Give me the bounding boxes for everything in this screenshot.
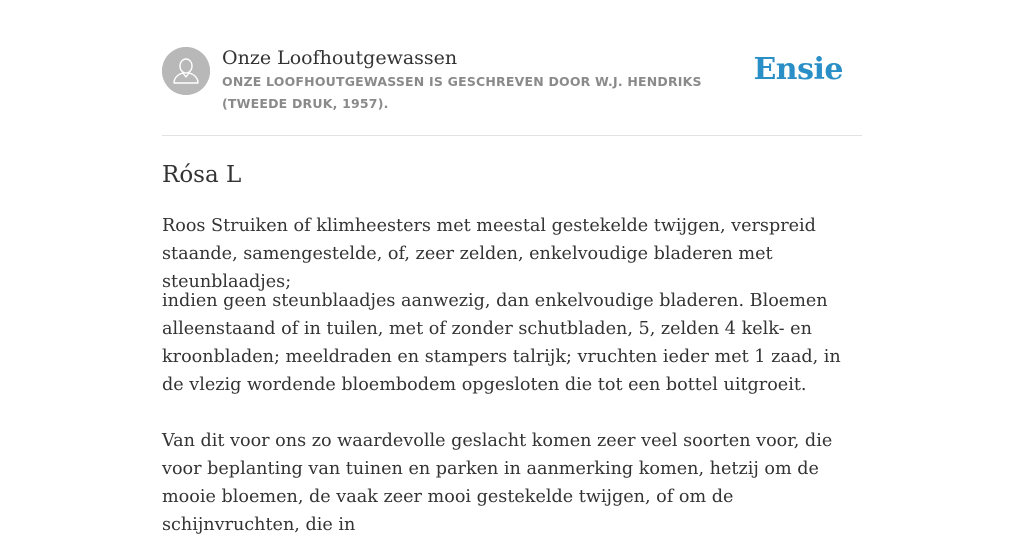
user-avatar-icon[interactable] bbox=[162, 47, 210, 95]
content-container bbox=[162, 0, 862, 535]
ensie-logo[interactable]: Ensie bbox=[753, 52, 843, 87]
article-paragraph: Roos Struiken of klimheesters met meestal gestekelde twijgen, verspreid staande, samengestelde, of, zeer zelden, enkelvoudige bladeren met steunblaadjes; bbox=[162, 216, 816, 292]
source-title[interactable]: Onze Loofhoutgewassen bbox=[222, 47, 458, 69]
source-description: ONZE LOOFHOUTGEWASSEN IS GESCHREVEN DOOR W.J. HENDRIKS (TWEEDE DRUK, 1957). bbox=[222, 74, 702, 111]
article-paragraph: Van dit voor ons zo waardevolle geslacht komen zeer veel soorten voor, die voor beplanting van tuinen en parken in aanmerking komen, hetzij om de mooie bloemen, de vaak zeer mooi gestekelde twijgen, of om de schijnvruchten, die in bbox=[162, 431, 833, 535]
article-paragraph: indien geen steunblaadjes aanwezig, dan enkelvoudige bladeren. Bloemen alleenstaand of in tuilen, met of zonder schutbladen, 5, zelden 4 kelk- en kroonbladen; meeldraden en stampers talrijk; vruchten ieder met 1 zaad, in de vlezig wordende bloembodem opgesloten die tot een bottel uitgroeit. bbox=[162, 291, 841, 395]
article-title: Rósa L bbox=[162, 162, 242, 188]
source-header bbox=[162, 0, 862, 136]
